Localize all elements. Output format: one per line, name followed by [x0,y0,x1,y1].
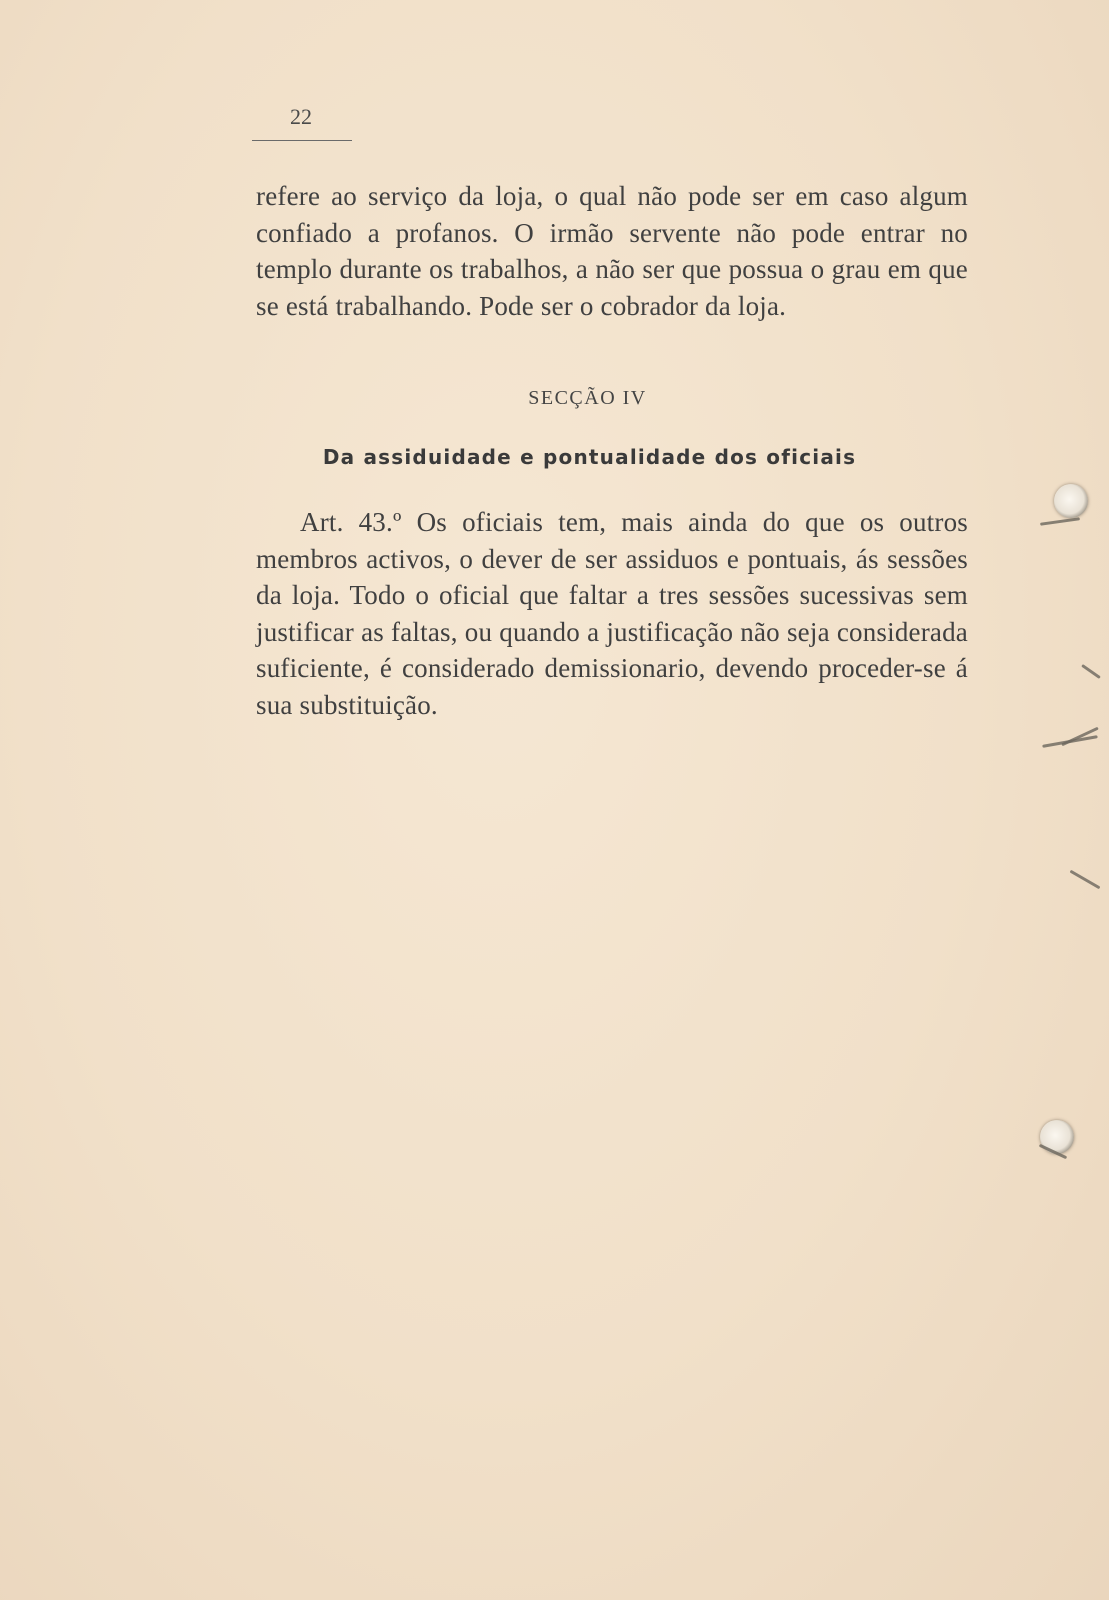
continuation-paragraph: refere ao serviço da loja, o qual não pode ser em caso algum confiado a profanos. O irmão servente não pode entrar no templo durante os trabalhos, a não ser que possua o grau em que se está trabalhando. Pode ser o cobrador da loja. [256,181,968,321]
binding-hole-top [1054,484,1088,518]
section-title: Da assiduidade e pontualidade dos oficiais [322,445,857,469]
header-rule [252,140,352,141]
article-paragraph: Art. 43.º Os oficiais tem, mais ainda do que os outros membros activos, o dever de ser assiduos e pontuais, ás sessões da loja. Todo o oficial que faltar a tres sessões sucessivas sem justificar as faltas, ou quando a justificação não seja considerada suficiente, é considerado demissionario, devendo proceder-se á sua substituição. [256,507,968,720]
edge-tear [1070,870,1101,890]
edge-tear [1040,517,1080,526]
edge-tear [1081,664,1101,679]
section-label: SECÇÃO IV [528,387,647,409]
page-number: 22 [290,104,312,129]
bleed-through-text [245,320,965,428]
